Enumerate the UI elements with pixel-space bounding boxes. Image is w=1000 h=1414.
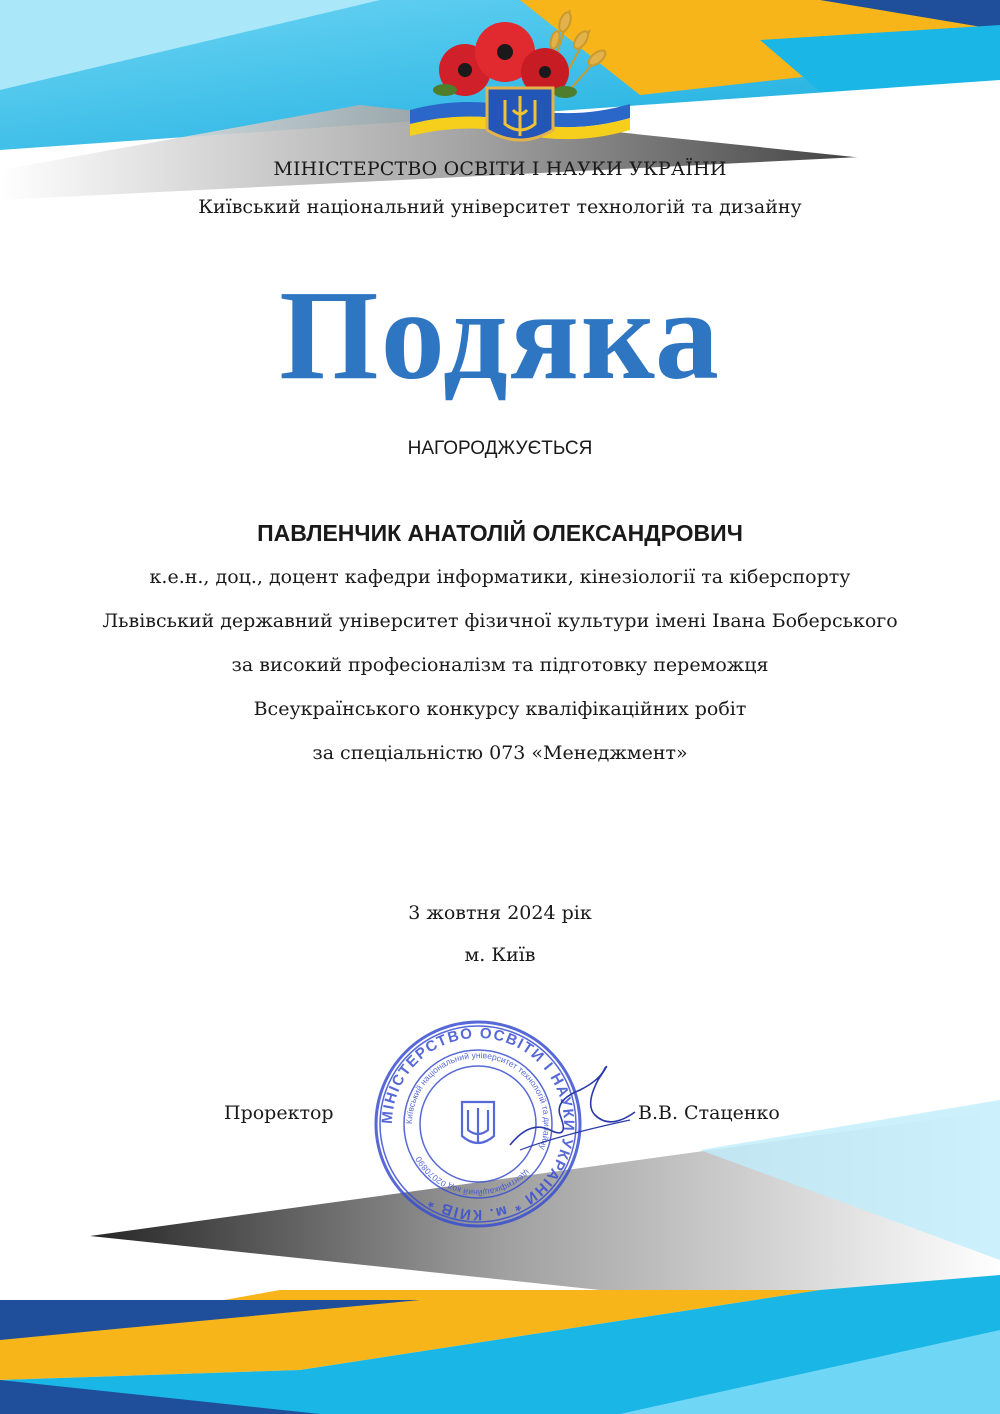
university-name: Київський національний університет технологій та дизайну — [198, 196, 802, 218]
document-title: Подяка — [279, 264, 721, 406]
stamp-outer-text: МІНІСТЕРСТВО ОСВІТИ І НАУКИ УКРАЇНИ * м. КИЇВ * — [378, 1024, 578, 1224]
recipient-line: Львівський державний університет фізичної культури імені Івана Боберського — [102, 610, 898, 632]
ministry-title: МІНІСТЕРСТВО ОСВІТИ І НАУКИ УКРАЇНИ — [273, 158, 727, 180]
awarded-label: НАГОРОДЖУЄТЬСЯ — [407, 438, 593, 459]
recipient-line: к.е.н., доц., доцент кафедри інформатики, кінезіології та кіберспорту — [149, 566, 851, 588]
recipient-line: за спеціальністю 073 «Менеджмент» — [312, 742, 688, 764]
stamp-trident-icon — [462, 1102, 494, 1143]
recipient-name: ПАВЛЕНЧИК АНАТОЛІЙ ОЛЕКСАНДРОВИЧ — [257, 520, 743, 546]
stamp-inner-text: Київський національний університет технологій та дизайну — [403, 1049, 553, 1152]
signer-name: В.В. Стаценко — [638, 1102, 780, 1124]
stamp-code-text: ідентифікаційний код 02070890 — [413, 1154, 532, 1199]
issue-date: 3 жовтня 2024 рік — [408, 902, 592, 924]
handwritten-signature — [500, 1060, 640, 1160]
issue-city: м. Київ — [464, 944, 536, 966]
signer-position: Проректор — [224, 1102, 334, 1124]
recipient-line: Всеукраїнського конкурсу кваліфікаційних робіт — [253, 698, 747, 720]
emblem-logo — [405, 0, 635, 150]
recipient-line: за високий професіоналізм та підготовку переможця — [231, 654, 769, 676]
svg-text:ідентифікаційний код 02070890 — [413, 1155, 532, 1198]
